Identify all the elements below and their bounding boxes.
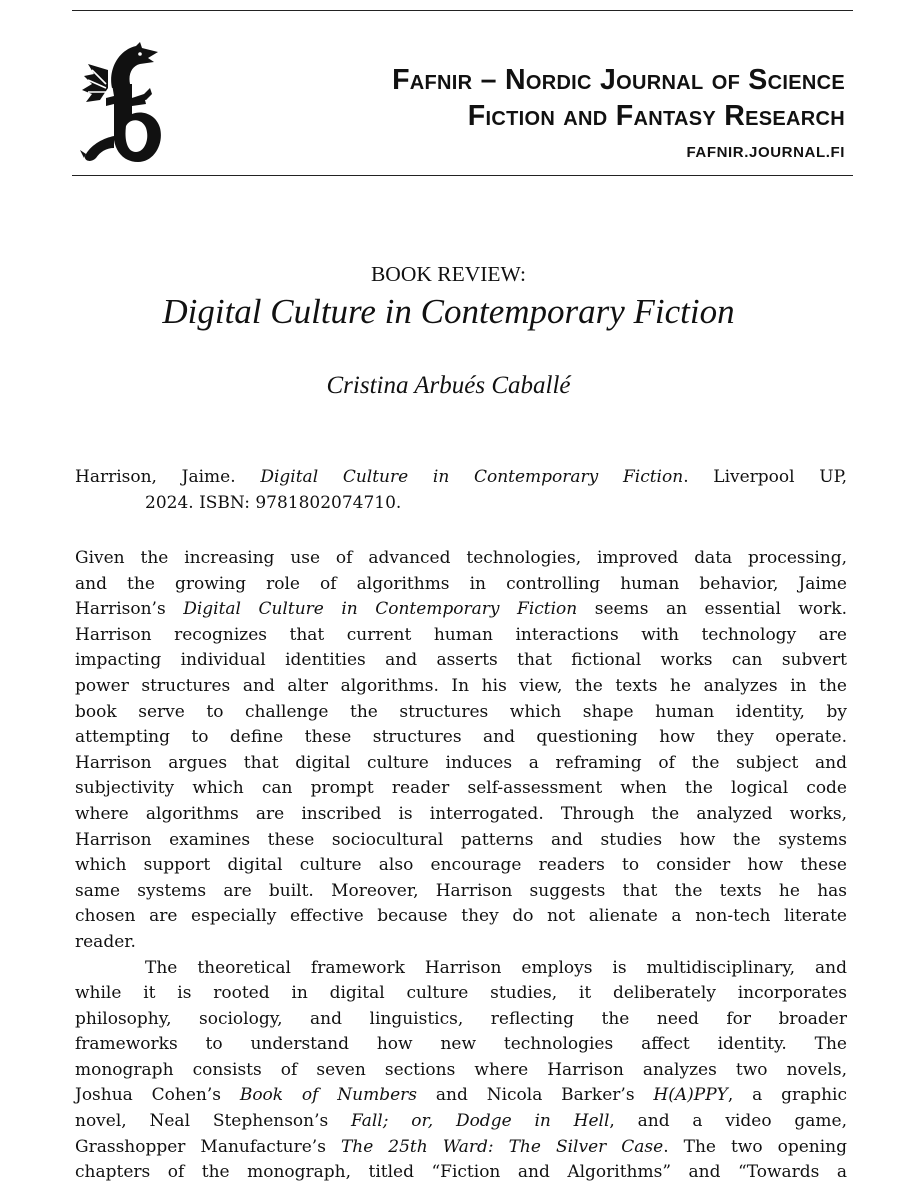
body-line: philosophy, sociology, and linguistics, reflecting the need for broader: [75, 1008, 847, 1029]
fafnir-dragon-logo: [78, 40, 164, 166]
body-line: Harrison’s Digital Culture in Contemporary Fiction seems an essential work.: [75, 599, 847, 620]
body-line: Harrison examines these sociocultural patterns and studies how the systems: [75, 829, 847, 850]
body-line: where algorithms are inscribed is interrogated. Through the analyzed works,: [75, 803, 847, 824]
book-title-emphasis: Fall; or, Dodge in Hell: [351, 1111, 610, 1132]
body-line: novel, Neal Stephenson’s Fall; or, Dodge in Hell, and a video game,: [75, 1111, 847, 1132]
body-line: subjectivity which can prompt reader self-assessment when the logical code: [75, 778, 847, 799]
body-line: chapters of the monograph, titled “Fiction and Algorithms” and “Towards a: [75, 1162, 847, 1183]
review-author: Cristina Arbués Caballé: [326, 372, 571, 399]
journal-title-line-2: Fiction and Fantasy Research: [467, 100, 845, 132]
bibliographic-citation: [75, 464, 847, 516]
review-book-title: Digital Culture in Contemporary Fiction: [162, 292, 735, 331]
body-line: Given the increasing use of advanced technologies, improved data processing,: [75, 548, 847, 568]
game-title-emphasis: The 25th Ward: The Silver Case: [340, 1136, 664, 1157]
body-line: reader.: [75, 931, 136, 952]
journal-website: FAFNIR.JOURNAL.FI: [686, 144, 845, 161]
body-line: attempting to define these structures and questioning how they operate.: [75, 727, 847, 748]
review-kicker: BOOK REVIEW:: [370, 262, 527, 286]
book-title-emphasis: H(A)PPY: [653, 1085, 728, 1106]
review-body: [75, 546, 847, 1186]
body-line: book serve to challenge the structures which shape human identity, by: [75, 701, 847, 722]
citation-line-2: 2024. ISBN: 9781802074710.: [145, 492, 402, 513]
citation-author: Harrison, Jaime.: [75, 467, 236, 487]
body-line: impacting individual identities and asserts that fictional works can subvert: [75, 650, 847, 671]
book-title-emphasis: Digital Culture in Contemporary Fiction: [183, 599, 578, 620]
book-title-emphasis: Book of Numbers: [239, 1085, 418, 1106]
citation-line-1: [75, 464, 847, 490]
body-line: same systems are built. Moreover, Harrison suggests that the texts he has: [75, 880, 847, 901]
body-line: Joshua Cohen’s Book of Numbers and Nicola Barker’s H(A)PPY, a graphic: [75, 1085, 848, 1106]
body-line: power structures and alter algorithms. In his view, the texts he analyzes in the: [75, 675, 847, 696]
header-bottom-rule: [72, 175, 853, 176]
top-rule: [72, 10, 853, 11]
journal-masthead: [392, 62, 845, 162]
body-line: and the growing role of algorithms in controlling human behavior, Jaime: [75, 573, 847, 594]
body-line: Grasshopper Manufacture’s The 25th Ward: The Silver Case. The two opening: [75, 1136, 847, 1157]
body-line: monograph consists of seven sections where Harrison analyzes two novels,: [75, 1059, 847, 1080]
body-line: while it is rooted in digital culture studies, it deliberately incorporates: [75, 983, 847, 1004]
citation-title: Digital Culture in Contemporary Fiction: [260, 467, 684, 487]
citation-publisher: . Liverpool UP,: [683, 467, 848, 487]
journal-title-line-1: Fafnir – Nordic Journal of Science: [392, 64, 845, 96]
body-line: Harrison argues that digital culture induces a reframing of the subject and: [75, 752, 847, 773]
body-line: The theoretical framework Harrison employs is multidisciplinary, and: [145, 957, 847, 978]
body-line: frameworks to understand how new technologies affect identity. The: [75, 1034, 847, 1055]
body-line: Harrison recognizes that current human interactions with technology are: [75, 624, 847, 645]
body-line: which support digital culture also encourage readers to consider how these: [75, 855, 847, 876]
body-line: chosen are especially effective because they do not alienate a non-tech literate: [75, 906, 847, 927]
